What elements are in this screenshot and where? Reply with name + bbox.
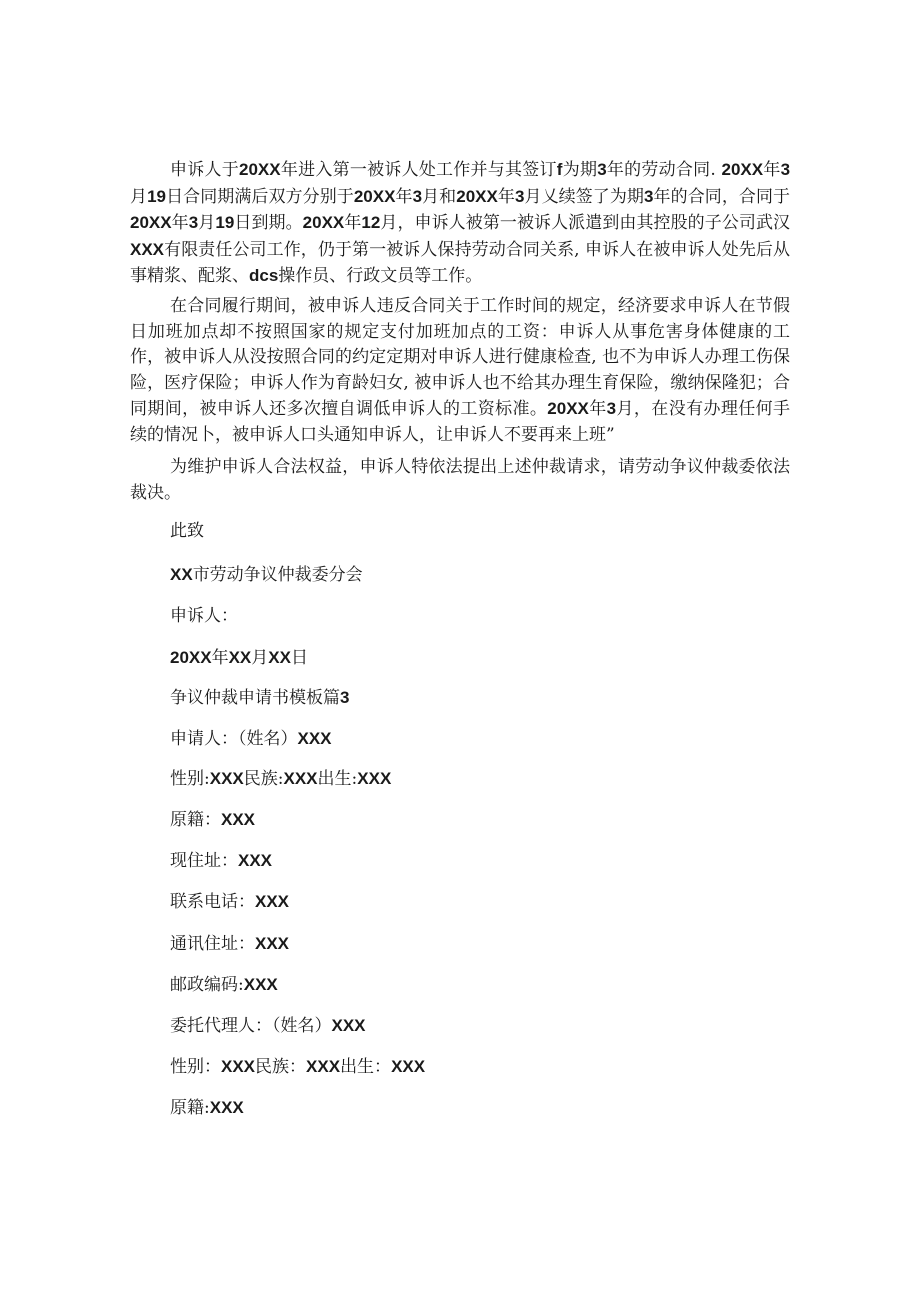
- current-address-line: 现住址：XXX: [170, 851, 273, 871]
- agent-gender-line: 性别：XXX民族：XXX出生：XXX: [170, 1057, 426, 1077]
- postcode-line: 邮政编码:XXX: [170, 975, 278, 995]
- recipient: XX市劳动争议仲裁委分会: [170, 565, 363, 585]
- paragraph-request: 为维护申诉人合法权益，申诉人特依法提出上述仲裁请求，请劳动争议仲裁委依法裁决。: [130, 457, 790, 503]
- mail-address-line: 通讯住址：XXX: [170, 934, 290, 954]
- paragraph-facts: 申诉人于20XX年进入第一被诉人处工作并与其签订f为期3年的劳动合同. 20XX年3月19日合同期满后双方分别于20XX年3月和20XX年3月乂续签了为期3年的合同，合同于20XX年3月19日到期。20XX年12月，申诉人被第一被诉人派遣到由其控股的子公司武汉XXX有限责任公司工作，仍于第一被诉人保持劳动合同关系, 申诉人在被申诉人处先后从事精浆、配浆、dcs操作员、行政文员等工作。: [130, 160, 791, 286]
- applicant-line: 申请人：（姓名）XXX: [170, 729, 332, 749]
- salutation: 此致: [170, 521, 204, 541]
- phone-line: 联系电话：XXX: [170, 892, 290, 912]
- agent-line: 委托代理人：（姓名）XXX: [170, 1016, 366, 1036]
- template-title: 争议仲裁申请书模板篇3: [170, 688, 350, 708]
- paragraph-violations: 在合同履行期间，被申诉人违反合同关于工作时间的规定，经济要求申诉人在节假日加班加点却不按照国家的规定支付加班加点的工资：申诉人从事危害身体健康的工作，被申诉人从没按照合同的约定定期对申诉人进行健康检查, 也不为申诉人办理工伤保险，医疗保险；申诉人作为育龄妇女, 被申诉人也不给其办理生育保险，缴纳保隆犯；合同期间，被申诉人还多次擅自调低申诉人的工资标准。20XX年3月，在没有办理任何手续的情况卜，被申诉人口头通知申诉人，让申诉人不要再来上班”: [130, 296, 791, 445]
- applicant-gender-line: 性别:XXX民族:XXX出生:XXX: [170, 769, 392, 789]
- signer-label: 申诉人：: [170, 606, 238, 626]
- date-line: 20XX年XX月XX日: [170, 648, 308, 668]
- agent-origin-line: 原籍:XXX: [170, 1098, 244, 1118]
- applicant-origin-line: 原籍：XXX: [170, 810, 256, 830]
